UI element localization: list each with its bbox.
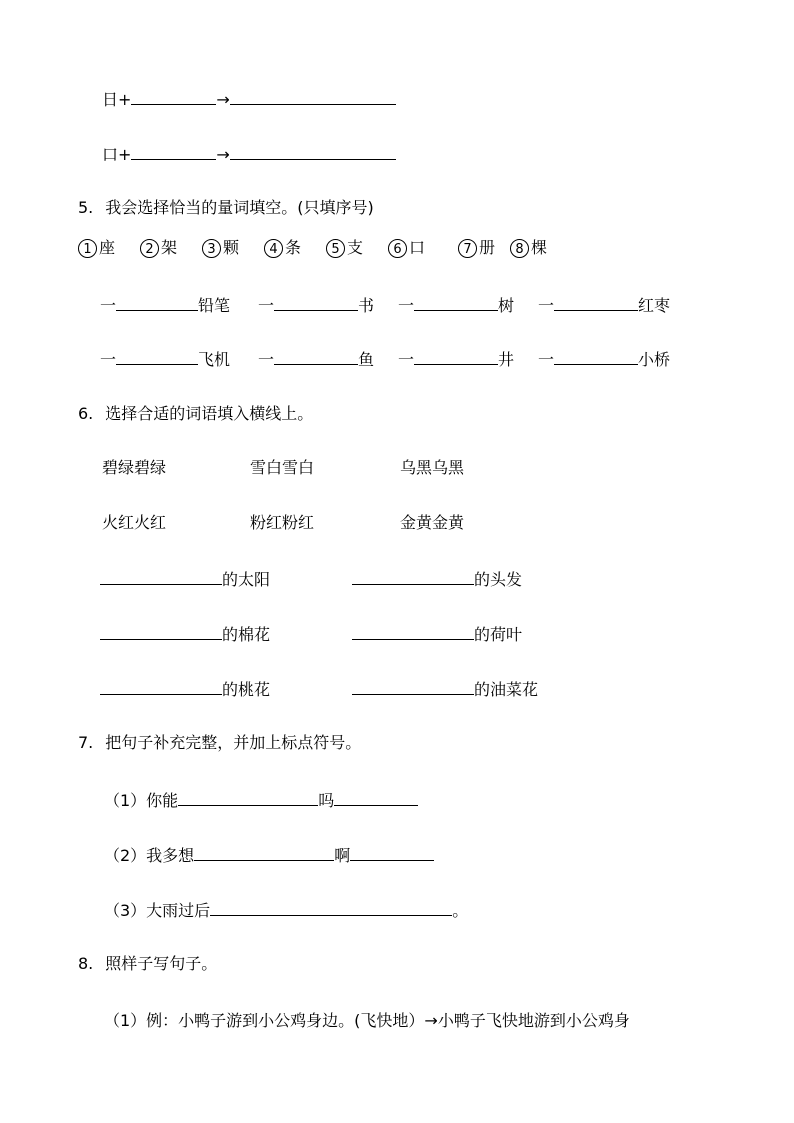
q7-item-2 bbox=[104, 842, 434, 866]
item-noun: 鱼 bbox=[358, 350, 375, 369]
option-word: 棵 bbox=[531, 238, 548, 257]
question-title: 把句子补充完整，并加上标点符号。 bbox=[105, 733, 362, 752]
answer-blank[interactable] bbox=[554, 346, 638, 365]
measure-item bbox=[398, 346, 514, 372]
word-choice: 粉红粉红 bbox=[250, 513, 315, 532]
circled-number: 8 bbox=[510, 239, 529, 258]
question-title: 选择合适的词语填入横线上。 bbox=[105, 404, 314, 423]
option bbox=[326, 236, 363, 260]
answer-blank[interactable] bbox=[100, 621, 222, 640]
word-choice: 碧绿碧绿 bbox=[102, 458, 167, 477]
item-prefix: 一 bbox=[538, 350, 555, 369]
answer-blank[interactable] bbox=[230, 141, 396, 160]
circled-number: 5 bbox=[326, 239, 345, 258]
question-title: 我会选择恰当的量词填空。(只填序号) bbox=[105, 198, 374, 217]
measure-item bbox=[258, 292, 374, 318]
item-noun: 铅笔 bbox=[198, 296, 231, 315]
item-prefix: 一 bbox=[100, 350, 117, 369]
item-prefix: 一 bbox=[100, 296, 117, 315]
answer-blank[interactable] bbox=[230, 86, 396, 105]
example-sentence: （1）例：小鸭子游到小公鸡身边。(飞快地）→小鸭子飞快地游到小公鸡身 bbox=[104, 1011, 630, 1030]
word-choice: 金黄金黄 bbox=[400, 513, 465, 532]
answer-blank[interactable] bbox=[352, 566, 474, 585]
fill-suffix: 的棉花 bbox=[222, 625, 271, 644]
question-title: 照样子写句子。 bbox=[105, 954, 218, 973]
circled-number: 4 bbox=[264, 239, 283, 258]
answer-blank[interactable] bbox=[116, 346, 198, 365]
item-noun: 飞机 bbox=[198, 350, 231, 369]
item-label: （1）你能 bbox=[104, 791, 179, 810]
fill-item bbox=[352, 621, 522, 647]
answer-blank[interactable] bbox=[352, 621, 474, 640]
circled-number: 6 bbox=[388, 239, 407, 258]
item-prefix: 一 bbox=[398, 296, 415, 315]
question-number: 7. bbox=[78, 733, 94, 752]
answer-blank[interactable] bbox=[100, 566, 222, 585]
option bbox=[510, 236, 547, 260]
item-prefix: 一 bbox=[258, 350, 275, 369]
q6-word-row-2 bbox=[102, 511, 602, 535]
top-row-1 bbox=[102, 86, 396, 110]
answer-blank[interactable] bbox=[352, 676, 474, 695]
option-word: 口 bbox=[409, 238, 426, 257]
option bbox=[78, 236, 115, 260]
q5-heading bbox=[78, 196, 374, 220]
question-number: 5. bbox=[78, 198, 94, 217]
fill-suffix: 的荷叶 bbox=[474, 625, 523, 644]
answer-blank[interactable] bbox=[554, 292, 638, 311]
q6-fill-row-3 bbox=[100, 676, 600, 700]
option bbox=[202, 236, 239, 260]
item-mid: 啊 bbox=[334, 846, 351, 865]
fill-suffix: 的桃花 bbox=[222, 680, 271, 699]
item-mid: 吗 bbox=[318, 791, 335, 810]
circled-number: 3 bbox=[202, 239, 221, 258]
measure-item bbox=[100, 292, 230, 318]
row-prefix: 口+ bbox=[102, 145, 132, 164]
option-word: 册 bbox=[479, 238, 496, 257]
option-word: 架 bbox=[161, 238, 178, 257]
q6-heading bbox=[78, 402, 313, 426]
q8-example bbox=[104, 1009, 630, 1033]
answer-blank[interactable] bbox=[334, 787, 418, 806]
option bbox=[388, 236, 425, 260]
row-prefix: 日+ bbox=[102, 90, 132, 109]
answer-blank[interactable] bbox=[274, 292, 358, 311]
measure-item bbox=[538, 346, 670, 372]
option bbox=[140, 236, 177, 260]
measure-item bbox=[538, 292, 670, 318]
arrow: → bbox=[216, 90, 230, 109]
word-choice: 雪白雪白 bbox=[250, 458, 315, 477]
answer-blank[interactable] bbox=[210, 897, 452, 916]
measure-item bbox=[258, 346, 374, 372]
answer-blank[interactable] bbox=[274, 346, 358, 365]
item-label: （3）大雨过后 bbox=[104, 901, 211, 920]
measure-item bbox=[100, 346, 230, 372]
item-noun: 树 bbox=[498, 296, 515, 315]
fill-item bbox=[100, 676, 270, 702]
answer-blank[interactable] bbox=[414, 346, 498, 365]
word-choice: 火红火红 bbox=[102, 513, 167, 532]
option-word: 座 bbox=[99, 238, 116, 257]
question-number: 8. bbox=[78, 954, 94, 973]
item-noun: 小桥 bbox=[638, 350, 671, 369]
q7-heading bbox=[78, 731, 361, 755]
q5-row-2 bbox=[100, 346, 700, 370]
answer-blank[interactable] bbox=[350, 842, 434, 861]
item-noun: 井 bbox=[498, 350, 515, 369]
circled-number: 2 bbox=[140, 239, 159, 258]
answer-blank[interactable] bbox=[131, 86, 216, 105]
answer-blank[interactable] bbox=[131, 141, 216, 160]
q7-item-3 bbox=[104, 897, 468, 921]
fill-item bbox=[100, 566, 270, 592]
q6-fill-row-2 bbox=[100, 621, 600, 645]
q6-fill-row-1 bbox=[100, 566, 600, 590]
q5-options bbox=[78, 236, 598, 260]
top-row-2 bbox=[102, 141, 396, 165]
item-noun: 书 bbox=[358, 296, 375, 315]
item-prefix: 一 bbox=[258, 296, 275, 315]
item-noun: 红枣 bbox=[638, 296, 671, 315]
arrow: → bbox=[216, 145, 230, 164]
fill-suffix: 的头发 bbox=[474, 570, 523, 589]
answer-blank[interactable] bbox=[116, 292, 198, 311]
fill-suffix: 的太阳 bbox=[222, 570, 271, 589]
item-prefix: 一 bbox=[398, 350, 415, 369]
question-number: 6. bbox=[78, 404, 94, 423]
answer-blank[interactable] bbox=[414, 292, 498, 311]
q6-word-row-1 bbox=[102, 456, 602, 480]
answer-blank[interactable] bbox=[178, 787, 318, 806]
measure-item bbox=[398, 292, 514, 318]
item-prefix: 一 bbox=[538, 296, 555, 315]
option bbox=[458, 236, 495, 260]
answer-blank[interactable] bbox=[100, 676, 222, 695]
option-word: 颗 bbox=[223, 238, 240, 257]
q5-row-1 bbox=[100, 292, 700, 316]
item-end: 。 bbox=[452, 901, 469, 920]
circled-number: 7 bbox=[458, 239, 477, 258]
option-word: 支 bbox=[347, 238, 364, 257]
word-choice: 乌黑乌黑 bbox=[400, 458, 465, 477]
fill-item bbox=[352, 676, 538, 702]
fill-item bbox=[100, 621, 270, 647]
q8-heading bbox=[78, 952, 217, 976]
q7-item-1 bbox=[104, 787, 418, 811]
option-word: 条 bbox=[285, 238, 302, 257]
option bbox=[264, 236, 301, 260]
fill-item bbox=[352, 566, 522, 592]
fill-suffix: 的油菜花 bbox=[474, 680, 539, 699]
answer-blank[interactable] bbox=[194, 842, 334, 861]
item-label: （2）我多想 bbox=[104, 846, 195, 865]
circled-number: 1 bbox=[78, 239, 97, 258]
